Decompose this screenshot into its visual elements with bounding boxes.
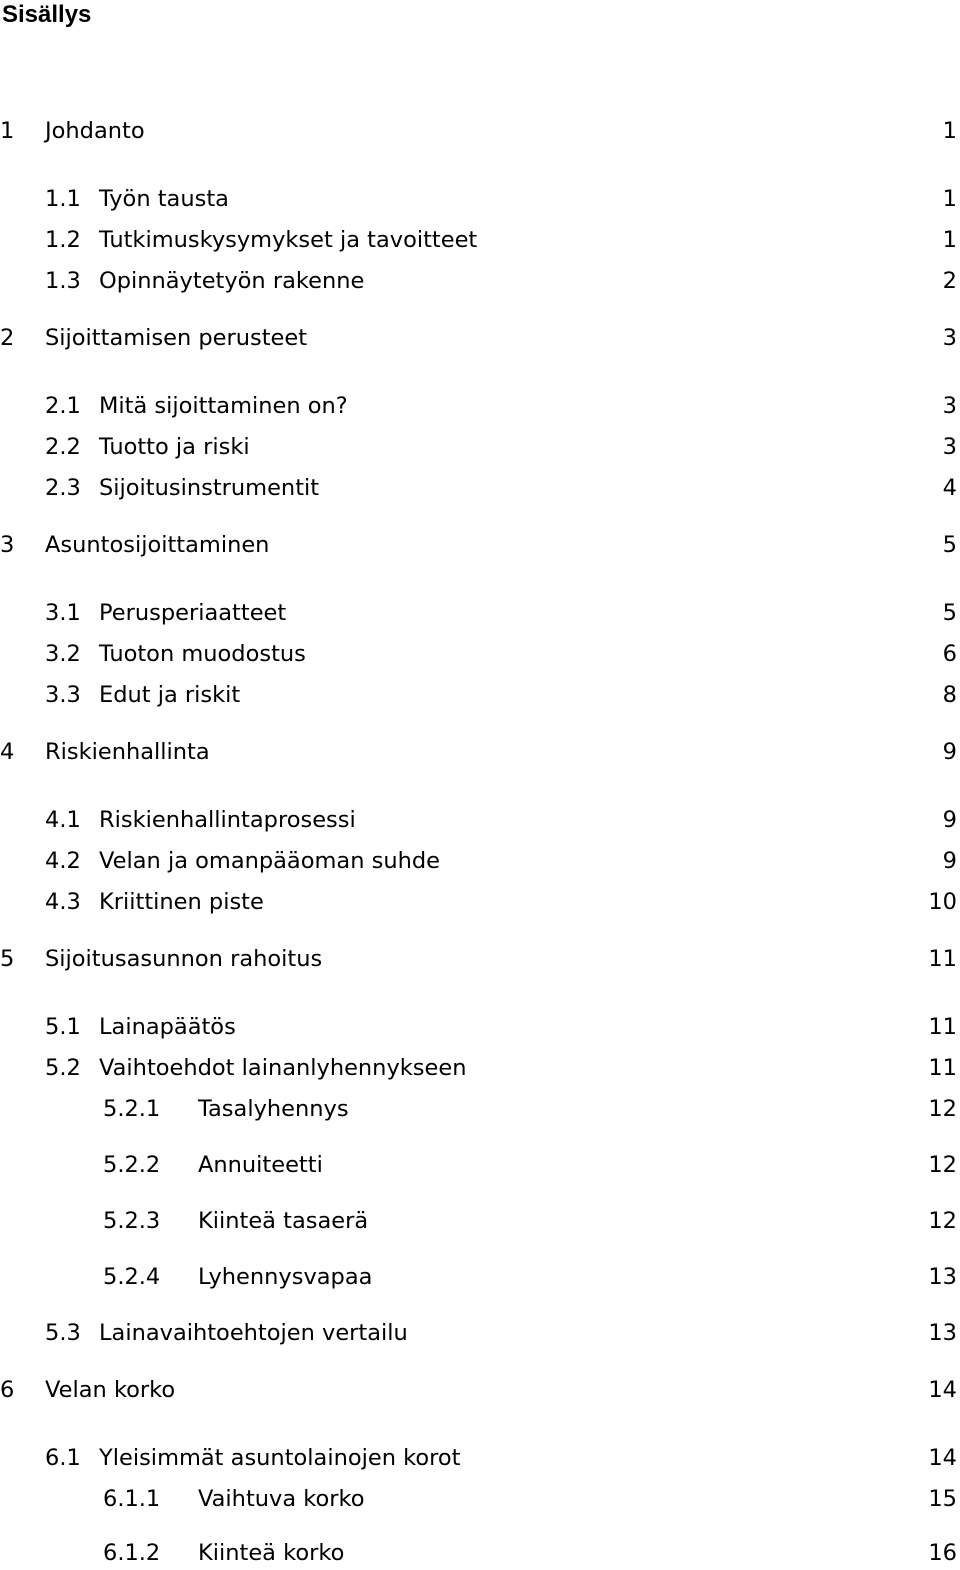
toc-entry-title: Vaihtuva korko [198, 1486, 365, 1512]
toc-entry-1[interactable] [0, 114, 957, 148]
toc-entry-page: 9 [942, 739, 957, 765]
toc-entry-page: 2 [942, 268, 957, 294]
toc-entry-title: Johdanto [45, 118, 145, 144]
toc-entry-number: 4 [0, 739, 15, 765]
toc-entry-page: 12 [928, 1208, 957, 1234]
toc-entry-title: Lyhennysvapaa [198, 1264, 373, 1290]
toc-entry-6-1-2[interactable] [0, 1536, 957, 1570]
toc-entry-number: 6.1.1 [103, 1486, 161, 1512]
toc-entry-6-1[interactable] [0, 1441, 957, 1475]
toc-entry-title: Tuoton muodostus [99, 641, 306, 667]
toc-entry-page: 10 [928, 889, 957, 915]
toc-entry-title: Kiinteä tasaerä [198, 1208, 369, 1234]
toc-entry-6[interactable] [0, 1373, 957, 1407]
toc-entry-page: 3 [942, 325, 957, 351]
toc-entry-number: 6 [0, 1377, 15, 1403]
toc-entry-page: 1 [942, 227, 957, 253]
toc-entry-number: 2 [0, 325, 15, 351]
toc-entry-title: Sijoitusasunnon rahoitus [45, 946, 323, 972]
toc-entry-page: 11 [928, 946, 957, 972]
toc-entry-5-3[interactable] [0, 1316, 957, 1350]
toc-entry-number: 5.3 [45, 1320, 81, 1346]
toc-entry-page: 12 [928, 1152, 957, 1178]
toc-entry-page: 15 [928, 1486, 957, 1512]
toc-entry-title: Yleisimmät asuntolainojen korot [99, 1445, 461, 1471]
toc-entry-page: 9 [942, 807, 957, 833]
toc-entry-number: 5.2.1 [103, 1096, 161, 1122]
toc-entry-title: Kriittinen piste [99, 889, 264, 915]
toc-entry-3[interactable] [0, 528, 957, 562]
toc-entry-title: Lainavaihtoehtojen vertailu [99, 1320, 408, 1346]
toc-entry-page: 3 [942, 434, 957, 460]
toc-entry-number: 3.2 [45, 641, 81, 667]
toc-entry-page: 14 [928, 1377, 957, 1403]
toc-entry-number: 3.3 [45, 682, 81, 708]
toc-entry-title: Velan korko [45, 1377, 176, 1403]
toc-entry-2-2[interactable] [0, 430, 957, 464]
toc-entry-1-1[interactable] [0, 182, 957, 216]
toc-entry-5-2-2[interactable] [0, 1148, 957, 1182]
toc-entry-title: Riskienhallintaprosessi [99, 807, 356, 833]
toc-entry-number: 1.1 [45, 186, 81, 212]
toc-heading: Sisällys [2, 1, 92, 28]
toc-entry-number: 1.3 [45, 268, 81, 294]
toc-entry-number: 2.3 [45, 475, 81, 501]
toc-entry-number: 6.1.2 [103, 1540, 161, 1566]
toc-entry-number: 1.2 [45, 227, 81, 253]
toc-entry-page: 16 [928, 1540, 957, 1566]
toc-entry-page: 13 [928, 1264, 957, 1290]
toc-entry-2-1[interactable] [0, 389, 957, 423]
toc-entry-page: 6 [942, 641, 957, 667]
toc-entry-number: 4.1 [45, 807, 81, 833]
toc-entry-page: 1 [942, 118, 957, 144]
toc-entry-page: 5 [942, 532, 957, 558]
toc-entry-5-2-1[interactable] [0, 1092, 957, 1126]
toc-entry-page: 12 [928, 1096, 957, 1122]
toc-entry-3-3[interactable] [0, 678, 957, 712]
toc-entry-number: 3.1 [45, 600, 81, 626]
toc-entry-number: 1 [0, 118, 15, 144]
toc-entry-page: 3 [942, 393, 957, 419]
toc-entry-5-2-4[interactable] [0, 1260, 957, 1294]
toc-entry-number: 4.3 [45, 889, 81, 915]
toc-entry-page: 4 [942, 475, 957, 501]
toc-entry-5-2-3[interactable] [0, 1204, 957, 1238]
toc-entry-5-2[interactable] [0, 1051, 957, 1085]
toc-entry-page: 13 [928, 1320, 957, 1346]
toc-entry-number: 2.2 [45, 434, 81, 460]
toc-entry-number: 2.1 [45, 393, 81, 419]
toc-entry-1-3[interactable] [0, 264, 957, 298]
toc-entry-number: 5.2.3 [103, 1208, 161, 1234]
toc-entry-title: Kiinteä korko [198, 1540, 345, 1566]
toc-entry-5[interactable] [0, 942, 957, 976]
toc-entry-title: Velan ja omanpääoman suhde [99, 848, 440, 874]
toc-entry-4-3[interactable] [0, 885, 957, 919]
toc-entry-6-1-1[interactable] [0, 1482, 957, 1516]
toc-entry-title: Tuotto ja riski [99, 434, 250, 460]
toc-entry-2[interactable] [0, 321, 957, 355]
toc-entry-number: 5.2.2 [103, 1152, 161, 1178]
toc-entry-title: Vaihtoehdot lainanlyhennykseen [99, 1055, 467, 1081]
toc-entry-title: Lainapäätös [99, 1014, 236, 1040]
toc-entry-title: Riskienhallinta [45, 739, 210, 765]
toc-entry-3-2[interactable] [0, 637, 957, 671]
toc-entry-title: Sijoitusinstrumentit [99, 475, 320, 501]
toc-entry-5-1[interactable] [0, 1010, 957, 1044]
toc-entry-number: 3 [0, 532, 15, 558]
toc-entry-number: 6.1 [45, 1445, 81, 1471]
toc-entry-page: 8 [942, 682, 957, 708]
toc-entry-title: Opinnäytetyön rakenne [99, 268, 365, 294]
toc-entry-2-3[interactable] [0, 471, 957, 505]
toc-entry-page: 14 [928, 1445, 957, 1471]
toc-entry-page: 11 [928, 1055, 957, 1081]
toc-entry-4[interactable] [0, 735, 957, 769]
toc-entry-number: 5.2 [45, 1055, 81, 1081]
toc-entry-4-1[interactable] [0, 803, 957, 837]
toc-entry-number: 4.2 [45, 848, 81, 874]
toc-entry-3-1[interactable] [0, 596, 957, 630]
toc-entry-1-2[interactable] [0, 223, 957, 257]
toc-entry-title: Tasalyhennys [198, 1096, 349, 1122]
toc-entry-title: Edut ja riskit [99, 682, 241, 708]
toc-entry-page: 1 [942, 186, 957, 212]
toc-entry-number: 5 [0, 946, 15, 972]
toc-entry-title: Asuntosijoittaminen [45, 532, 270, 558]
toc-entry-title: Tutkimuskysymykset ja tavoitteet [99, 227, 478, 253]
toc-entry-page: 9 [942, 848, 957, 874]
toc-entry-title: Sijoittamisen perusteet [45, 325, 308, 351]
toc-entry-title: Perusperiaatteet [99, 600, 287, 626]
toc-entry-4-2[interactable] [0, 844, 957, 878]
toc-entry-title: Työn tausta [99, 186, 229, 212]
toc-entry-number: 5.2.4 [103, 1264, 161, 1290]
toc-entry-page: 5 [942, 600, 957, 626]
toc-entry-title: Annuiteetti [198, 1152, 323, 1178]
toc-entry-title: Mitä sijoittaminen on? [99, 393, 348, 419]
toc-entry-page: 11 [928, 1014, 957, 1040]
toc-entry-number: 5.1 [45, 1014, 81, 1040]
